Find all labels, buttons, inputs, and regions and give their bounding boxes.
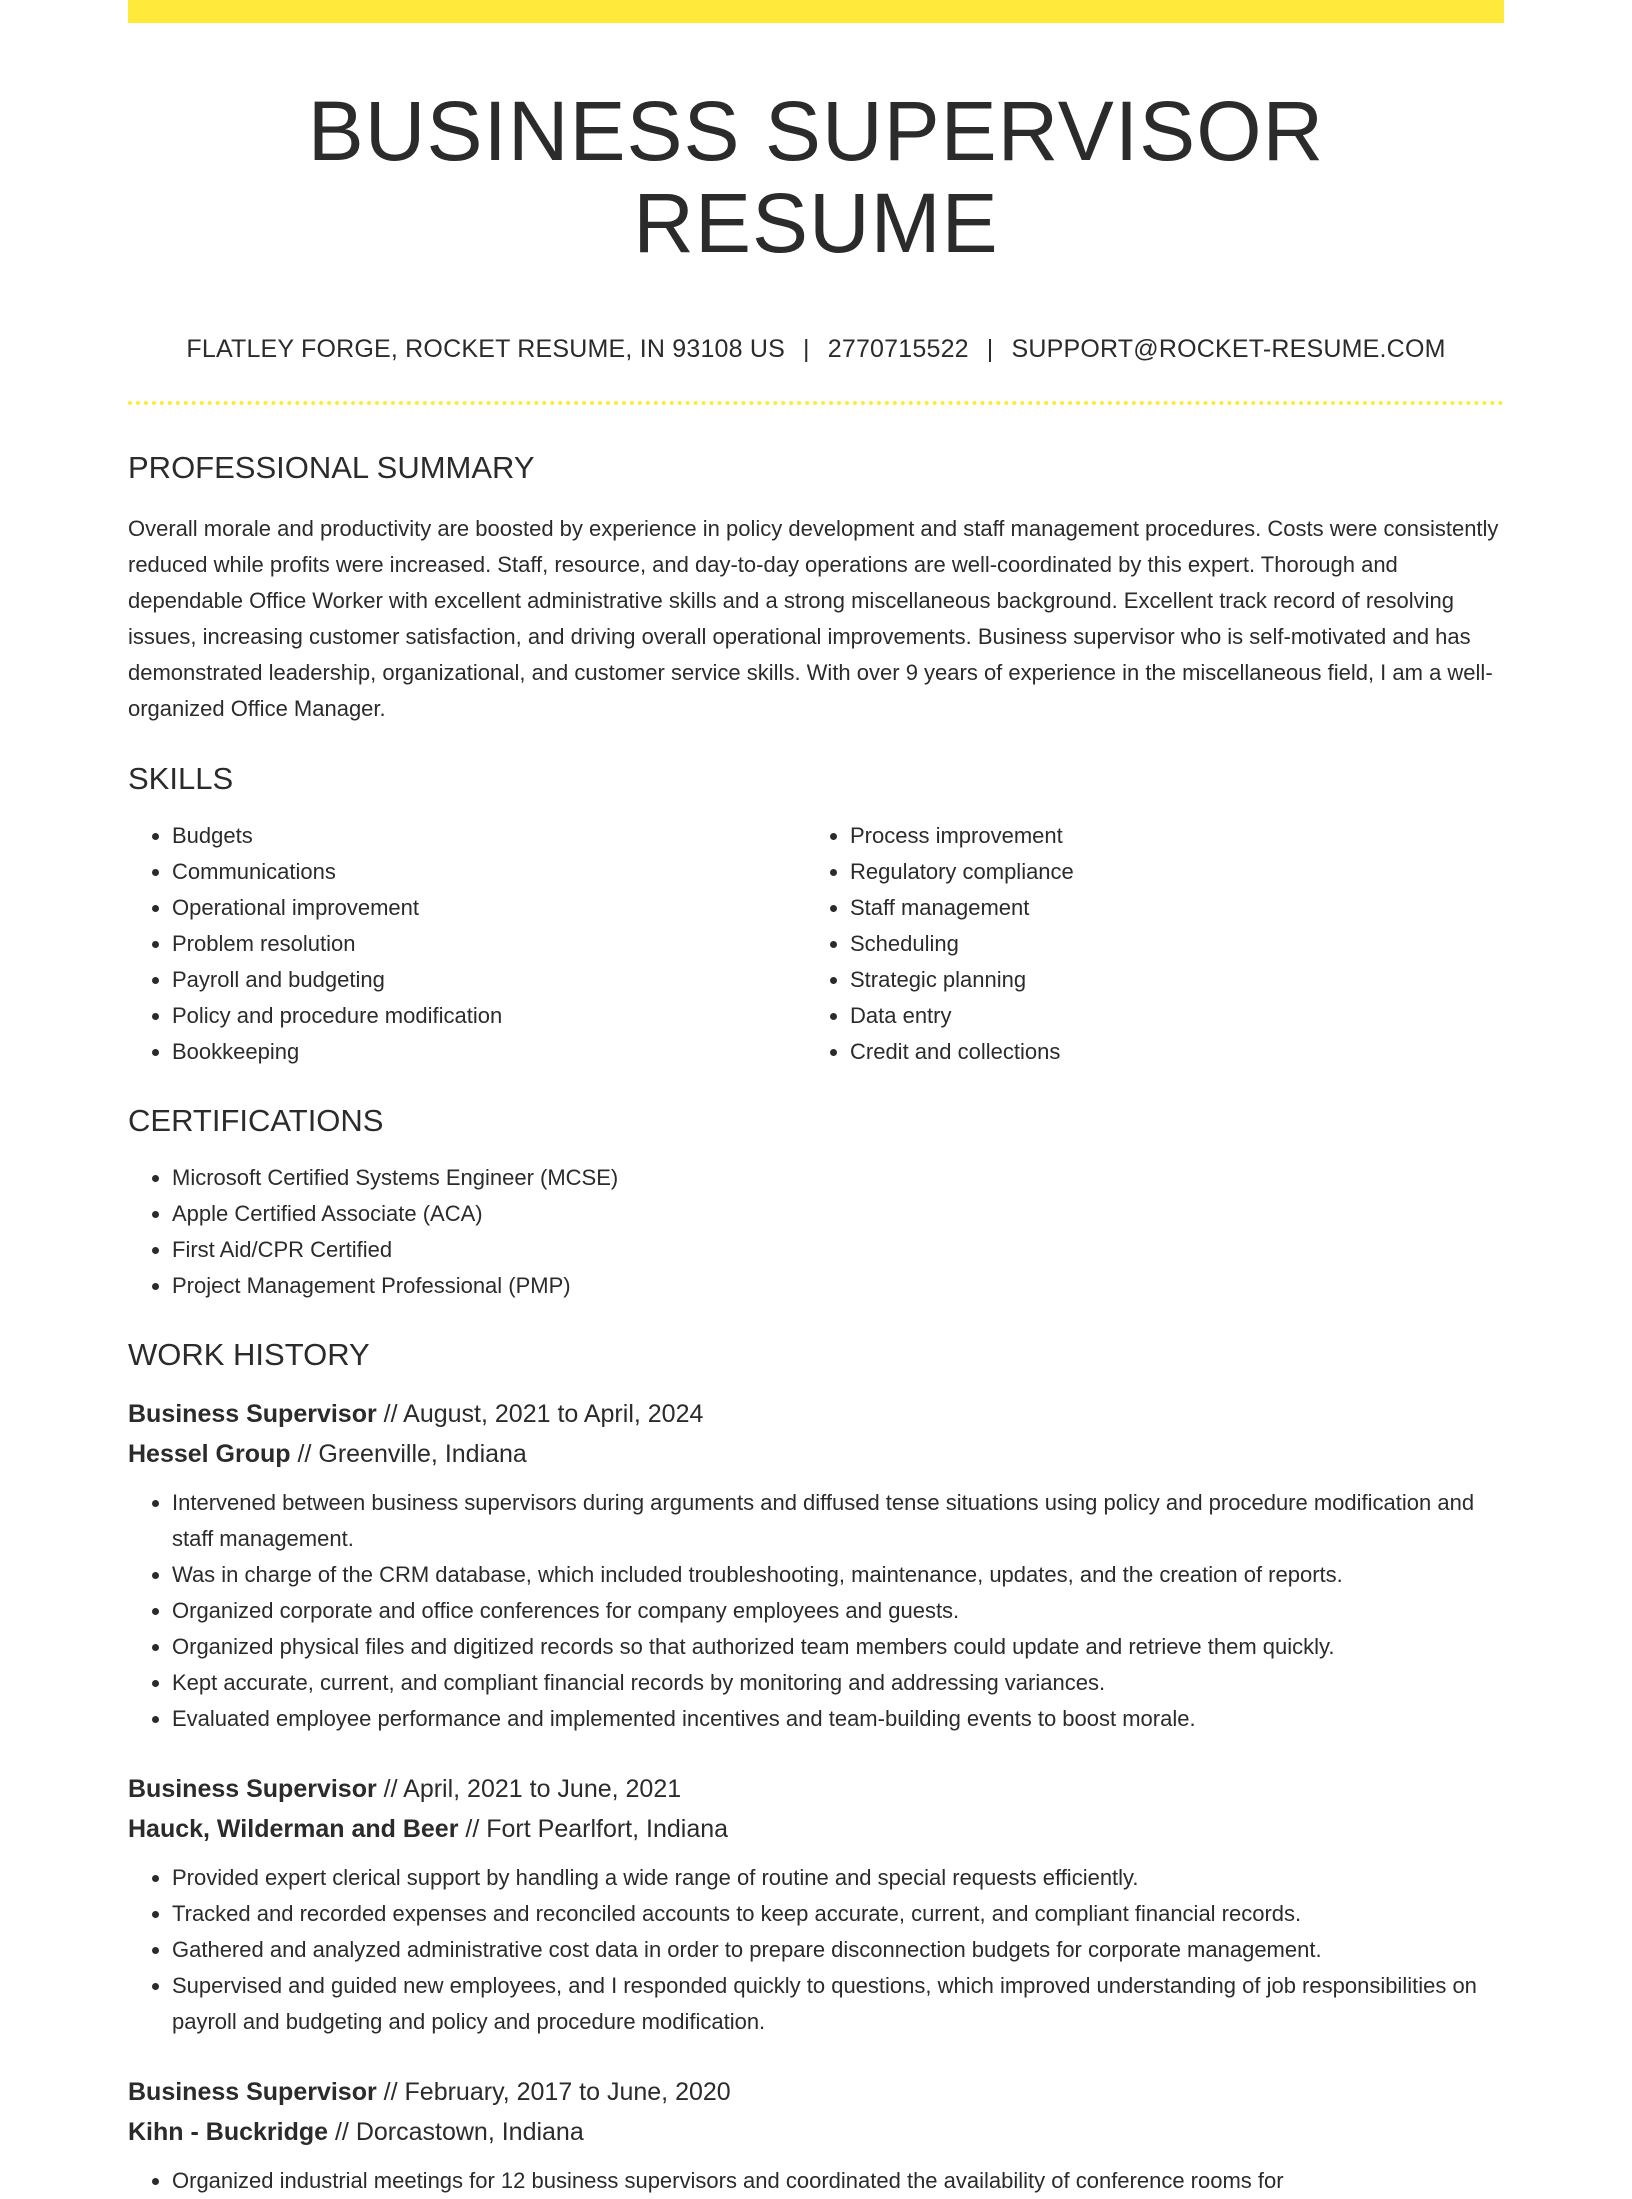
- skill-item: • Bookkeeping: [172, 1034, 806, 1070]
- job-company: Hauck, Wilderman and Beer: [128, 1814, 459, 1843]
- job-title-line: [128, 2072, 1504, 2112]
- job-company-line: [128, 1809, 1504, 1849]
- certification-item: • Apple Certified Associate (ACA): [172, 1196, 1504, 1232]
- skill-item: • Scheduling: [850, 926, 1504, 962]
- contact-separator: |: [986, 334, 994, 363]
- job-dates: February, 2017 to June, 2020: [404, 2077, 731, 2106]
- job-bullets: [128, 1860, 1504, 2040]
- job-bullet: • Gathered and analyzed administrative cost data in order to prepare disconnection budgets for corporate management.: [172, 1932, 1504, 1968]
- skill-item: • Staff management: [850, 890, 1504, 926]
- skills-columns: [128, 818, 1504, 1070]
- summary-text: Overall morale and productivity are boosted by experience in policy development and staff management procedures. Costs were consistently reduced while profits were increased. Staff, resource, and day-to-day operations are well-coordinated by this expert. Thorough and dependable Office Worker with excellent administrative skills and a strong miscellaneous background. Excellent track record of resolving issues, increasing customer satisfaction, and driving overall operational improvements. Business supervisor who is self-motivated and has demonstrated leadership, organizational, and customer service skills. With over 9 years of experience in the miscellaneous field, I am a well-organized Office Manager.: [128, 515, 1499, 721]
- job-bullet: • Was in charge of the CRM database, which included troubleshooting, maintenance, updates, and the creation of reports.: [172, 1557, 1504, 1593]
- job-dates: April, 2021 to June, 2021: [403, 1774, 682, 1803]
- resume-title: BUSINESS SUPERVISOR RESUME: [307, 84, 1325, 271]
- job-dates: August, 2021 to April, 2024: [403, 1399, 704, 1428]
- resume-page: [128, 23, 1504, 2199]
- skills-list-left: [128, 818, 806, 1070]
- certifications-section: [128, 1102, 1504, 1304]
- job-delimiter: //: [297, 1439, 312, 1468]
- skill-item: • Data entry: [850, 998, 1504, 1034]
- job-bullet: • Provided expert clerical support by handling a wide range of routine and special requests efficiently.: [172, 1860, 1504, 1896]
- skills-section: [128, 760, 1504, 1070]
- job-bullets: [128, 2163, 1504, 2199]
- contact-address: FLATLEY FORGE, ROCKET RESUME, IN 93108 US: [186, 334, 786, 363]
- certification-item: • Microsoft Certified Systems Engineer (MCSE): [172, 1160, 1504, 1196]
- job-company-line: [128, 1434, 1504, 1474]
- certifications-heading: CERTIFICATIONS: [128, 1103, 384, 1139]
- summary-heading: PROFESSIONAL SUMMARY: [128, 449, 535, 485]
- job-delimiter: //: [334, 2117, 349, 2146]
- job-company-line: [128, 2112, 1504, 2152]
- skill-item: • Communications: [172, 854, 806, 890]
- job-delimiter: //: [465, 1814, 480, 1843]
- skills-list-right: [806, 818, 1504, 1070]
- dotted-divider: [128, 401, 1504, 405]
- job-title: Business Supervisor: [128, 1774, 377, 1803]
- job-bullet: • Tracked and recorded expenses and reconciled accounts to keep accurate, current, and compliant financial records.: [172, 1896, 1504, 1932]
- job-title: Business Supervisor: [128, 1399, 377, 1428]
- job-delimiter: //: [383, 1399, 398, 1428]
- job-location: Greenville, Indiana: [318, 1439, 527, 1468]
- skill-item: • Operational improvement: [172, 890, 806, 926]
- job-bullet: • Kept accurate, current, and compliant financial records by monitoring and addressing variances.: [172, 1665, 1504, 1701]
- certifications-list: [128, 1160, 1504, 1304]
- certification-item: • Project Management Professional (PMP): [172, 1268, 1504, 1304]
- job-bullet: • Organized industrial meetings for 12 business supervisors and coordinated the availability of conference rooms for: [172, 2163, 1504, 2199]
- job-entry: [128, 1394, 1504, 1737]
- contact-separator: |: [803, 334, 810, 363]
- job-entry: [128, 2072, 1504, 2199]
- job-bullet: • Evaluated employee performance and implemented incentives and team-building events to boost morale.: [172, 1701, 1504, 1737]
- skill-item: • Budgets: [172, 818, 806, 854]
- job-delimiter: //: [383, 1774, 398, 1803]
- job-bullet: • Supervised and guided new employees, and I responded quickly to questions, which improved understanding of job responsibilities on payroll and budgeting and policy and procedure modification.: [172, 1968, 1504, 2040]
- job-bullet: • Intervened between business supervisors during arguments and diffused tense situations using policy and procedure modification and staff management.: [172, 1485, 1504, 1557]
- job-company: Hessel Group: [128, 1439, 291, 1468]
- job-bullet: • Organized corporate and office conferences for company employees and guests.: [172, 1593, 1504, 1629]
- skill-item: • Credit and collections: [850, 1034, 1504, 1070]
- work-history-heading: WORK HISTORY: [128, 1337, 370, 1373]
- certification-item: • First Aid/CPR Certified: [172, 1232, 1504, 1268]
- summary-section: [128, 449, 1504, 727]
- skill-item: • Strategic planning: [850, 962, 1504, 998]
- job-bullets: [128, 1485, 1504, 1737]
- contact-email[interactable]: SUPPORT@ROCKET-RESUME.COM: [1011, 334, 1446, 363]
- work-history-section: [128, 1336, 1504, 2198]
- job-title: Business Supervisor: [128, 2077, 377, 2106]
- job-delimiter: //: [383, 2077, 398, 2106]
- job-title-line: [128, 1769, 1504, 1809]
- contact-line: [128, 334, 1504, 364]
- contact-phone[interactable]: 2770715522: [827, 334, 969, 363]
- job-location: Fort Pearlfort, Indiana: [486, 1814, 729, 1843]
- skill-item: • Process improvement: [850, 818, 1504, 854]
- top-accent-bar: [128, 0, 1504, 23]
- job-company: Kihn - Buckridge: [128, 2117, 329, 2146]
- job-entry: [128, 1769, 1504, 2040]
- job-bullet: • Organized physical files and digitized records so that authorized team members could update and retrieve them quickly.: [172, 1629, 1504, 1665]
- skill-item: • Policy and procedure modification: [172, 998, 806, 1034]
- skill-item: • Problem resolution: [172, 926, 806, 962]
- skill-item: • Payroll and budgeting: [172, 962, 806, 998]
- job-location: Dorcastown, Indiana: [355, 2117, 584, 2146]
- skills-heading: SKILLS: [128, 760, 234, 796]
- job-title-line: [128, 1394, 1504, 1434]
- skill-item: • Regulatory compliance: [850, 854, 1504, 890]
